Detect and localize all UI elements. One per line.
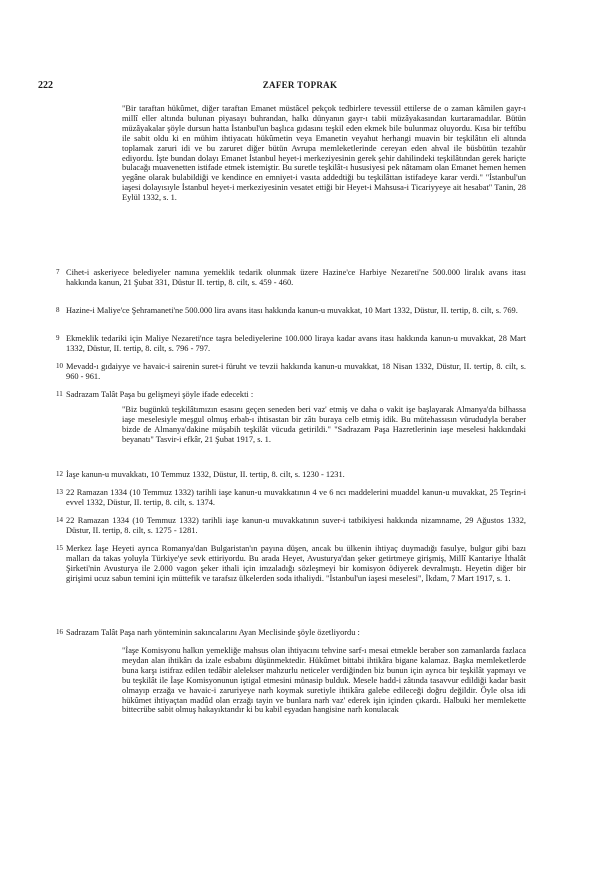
footnote-text: Sadrazam Talât Paşa narh yönteminin sakıncalarını Ayan Meclisinde şöyle özetliyordu : [66, 628, 360, 637]
block-quote: "İaşe Komisyonu halkın yemekliğe mahsus olan ihtiyacını tehvine sarf-ı mesai etmekle beraber son zamanlarda fazlaca meydan alan ihtikârı da izale esbabını düşünmektedir. Hükûmet bittabi ihtikâra bigane kalamaz. Başka memleketlerde buna karşı istifraz edilen tedâbir alelekser mahzurlu neticeler verdiğinden biz bunun için ayrıca bir teşkilât yapmayı ve bu teşkilât ile İaşe Komisyonunun iştigal etmesini münasip bulduk. Mesele hadd-i zâtında tasavvur edildiği kadar basit olmayıp erzağa ve havaic-i zaruriyeye narh koymak suretiyle ihtikâra galebe edileceği doğru değildir. Öyle olsa idi hükûmet ihtiyaçtan madûd olan erzağı tayin ve bunlara narh vaz' ederek işin içinden çıkardı. Halbuki her memlekette bittecrübe sabit olmuş hakayıktandır ki bu kabil eşyadan hangisine narh konulacak [122, 646, 526, 715]
running-title: ZAFER TOPRAK [262, 80, 338, 90]
footnote-text: İaşe kanun-u muvakkatı, 10 Temmuz 1332, Düstur, II. tertip, 8. cilt, s. 1230 - 1231. [66, 470, 345, 479]
footnote-number: 10 [56, 362, 63, 370]
footnote-text: Mevadd-ı gıdaiyye ve havaic-i sairenin suret-i füruht ve tevzii hakkında kanun-u muvakkat, 18 Nisan 1332, Düstur, II. tertip, 8. cilt, s. 960 - 961. [66, 362, 526, 381]
footnote-number: 8 [56, 306, 60, 314]
page-number: 222 [38, 80, 53, 91]
footnote-text: 22 Ramazan 1334 (10 Temmuz 1332) tarihli iaşe kanun-u muvakkatının 4 ve 6 ncı maddelerini muaddel kanun-u muvakkat, 25 Teşrin-i evvel 1332, Düstur, II. tertip, 8. cilt, s. 1374. [66, 488, 526, 507]
footnote-number: 16 [56, 628, 63, 636]
footnote-text: 22 Ramazan 1334 (10 Temmuz 1332) tarihli iaşe kanun-u muvakkatının suver-i tatbikiyesi hakkında nizamname, 29 Ağustos 1332, Düstur, II. tertip, 8. cilt, s. 1275 - 1281. [66, 516, 526, 535]
footnote-text: Cihet-i askeriyece belediyeler namına yemeklik tedarik olunmak üzere Hazine'ce Harbiye Nezareti'ne 500.000 liralık avans itası hakkında kanun, 21 Şubat 331, Düstur II. tertip, 8. cilt, s. 459 - 460. [66, 268, 526, 287]
footnote-number: 15 [56, 544, 63, 552]
footnote-number: 11 [56, 390, 63, 398]
footnote-text: Merkez İaşe Heyeti ayrıca Romanya'dan Bulgaristan'ın payına düşen, ancak bu ülkenin ihtiyaç duymadığı fasulye, bulgur gibi bazı malları da takas yoluyla Türkiye'ye sevk ettiriyordu. Bu arada Heyet, Avusturya'dan şeker getirtmeye girişmiş, Millî Kantariye İthalât Şirketi'nin Avusturya ile 2.000 vagon şeker ithali için imzaladığı sözleşmeyi bir komisyon ödiyerek devralmıştı. Heyetin diğer bir girişimi ucuz sabun temini için müttefik ve tarafsız ülkelerden soda ithaliydi. "İstanbul'un iaşesi meselesi", İkdam, 7 Mart 1917, s. 1. [66, 544, 526, 583]
footnote-text: Ekmeklik tedariki için Maliye Nezareti'nce taşra belediyelerine 100.000 liraya kadar avans itası hakkında kanun-u muvakkat, 28 Mart 1332, Düstur, II. tertip, 8. cilt, s. 796 - 797. [66, 334, 526, 353]
footnote-number: 12 [56, 470, 63, 478]
block-quote: "Bir taraftan hükûmet, diğer taraftan Emanet müstâcel pekçok tedbirlere tevessül ettilerse de o zaman kâmilen gayr-ı millî eller altında bulunan piyasayı buhrandan, halkı dünyanın gayr-ı tabii müzâyakasından kurtaramadılar. Bütün müzâyakalar şöyle dursun hatta İstanbul'un başlıca gıdasını teşkil eden ekmek bile bulunmaz oluyordu. Kısa bir teftîbu ile sabit oldu ki en mühim ihtiyacatı hükûmetin veya Emanetin veyahut herhangi muavin bir teşkilâtın eli altında toplamak zaruri idi ve bu zaruret diğer bütün Avrupa memleketlerinde cereyan eden ahval ile büsbütün tezahür ediyordu. İşte bundan dolayı Emanet İstanbul heyet-i merkeziyesinin gerek şehir dahilindeki teşkilâtından gerek hariçte bulacağı muavenetten istifade etmek istemiştir. Bu suretle teşkilât-ı hususiyesi pek nâtamam olan Emanet hemen hemen yegâne olarak bulabildiği ve kendince en emniyet-i vasıta addedtiği bu teşkilâttan istifadeye karar verdi." "İstanbul'un iaşesi dolayısıyle İstanbul heyet-i merkeziyesinin vesatet ettiği bir Heyet-i Mahsusa-i Ticariyyeye ait hesabat" Tanin, 28 Eylül 1332, s. 1. [122, 104, 526, 203]
footnote-number: 13 [56, 488, 63, 496]
footnote-text: Hazine-i Maliye'ce Şehramaneti'ne 500.000 lira avans itası hakkında kanun-u muvakkat, 10 Mart 1332, Düstur, II. tertip, 8. cilt, s. 769. [66, 306, 518, 315]
footnote-number: 7 [56, 268, 60, 276]
footnote-text: Sadrazam Talât Paşa bu gelişmeyi şöyle ifade edecekti : [66, 390, 254, 399]
footnote-number: 9 [56, 334, 60, 342]
page-header [38, 80, 562, 94]
footnote-number: 14 [56, 516, 63, 524]
block-quote: "Biz bugünkü teşkilâtımızın esasını geçen seneden beri vaz' etmiş ve daha o vakit işe başlayarak Almanya'da bilhassa iaşe meselesiyle meşgul olmuş erbab-ı ihtisastan bir zâtı buraya celb etmiş idik. Bu mütehassısın vürududyla beraber bizde de Almanya'dakine müşabih teşkilât vücuda getirildi." "Sadrazam Paşa Hazretlerinin iaşe meselesi hakkındaki beyanatı" Tasvir-i efkâr, 21 Şubat 1917, s. 1. [122, 405, 526, 444]
